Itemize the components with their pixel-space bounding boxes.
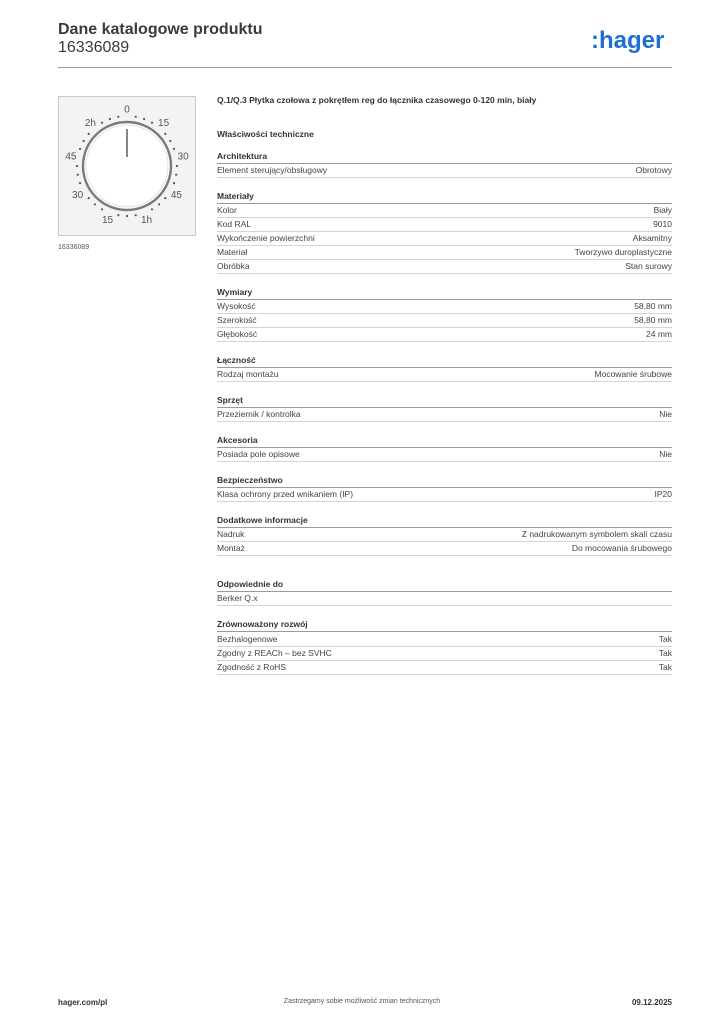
row-value: 58,80 mm: [634, 301, 672, 311]
dial-label: 30: [177, 151, 189, 163]
dial-tick-dot: [173, 148, 175, 150]
row-value: Stan surowy: [625, 261, 672, 271]
spec-row: [217, 448, 672, 462]
dial-tick-dot: [135, 116, 137, 118]
dial-tick-dot: [164, 133, 166, 135]
row-label: Kod RAL: [217, 219, 252, 229]
logo-text: :hager: [591, 27, 665, 54]
row-label: Głębokość: [217, 329, 258, 339]
row-label: Materiał: [217, 247, 248, 257]
header-divider: [58, 67, 672, 68]
sustainability-section: [217, 618, 672, 675]
dial-tick-dot: [169, 140, 171, 142]
dial-tick-dot: [126, 215, 128, 217]
row-label: Zgodność z RoHS: [217, 662, 286, 672]
dial-tick-dot: [94, 203, 96, 205]
row-value: Z nadrukowanym symbolem skali czasu: [521, 529, 672, 539]
spec-section: [217, 514, 672, 556]
page-title: Dane katalogowe produktu: [58, 21, 263, 38]
dial-tick-dot: [173, 182, 175, 184]
dial-tick-dot: [151, 208, 153, 210]
row-value: Tak: [658, 662, 672, 672]
dial-tick-dot: [151, 122, 153, 124]
spec-section: [217, 434, 672, 462]
row-value: Nie: [659, 449, 672, 459]
section-title: Odpowiednie do: [217, 578, 672, 592]
row-label: Klasa ochrony przed wnikaniem (IP): [217, 489, 354, 499]
row-value: Tak: [658, 634, 672, 644]
row-label: Zgodny z REACh – bez SVHC: [217, 648, 332, 658]
spec-content: [217, 94, 672, 687]
dial-tick-dot: [101, 122, 103, 124]
spec-row: [217, 218, 672, 232]
dial-tick-dot: [88, 197, 90, 199]
product-image: [58, 96, 196, 236]
tech-properties-heading: Właściwości techniczne: [217, 129, 314, 139]
spec-row: [217, 314, 672, 328]
row-label: Bezhalogenowe: [217, 634, 278, 644]
dial-label: 45: [65, 151, 77, 163]
dial-tick-dot: [79, 182, 81, 184]
dial-label: 15: [158, 117, 170, 129]
dial-tick-dot: [164, 197, 166, 199]
row-value: Tak: [658, 648, 672, 658]
timer-dial-image: [59, 97, 195, 235]
row-value: Biały: [653, 205, 672, 215]
dial-tick-dot: [79, 148, 81, 150]
dial-tick-dot: [88, 133, 90, 135]
row-label: Wykończenie powierzchni: [217, 233, 315, 243]
row-value: Mocowanie śrubowe: [594, 369, 672, 379]
suitable-section: [217, 578, 672, 606]
spec-row: [217, 204, 672, 218]
row-value: Aksamitny: [632, 233, 672, 243]
section-title: Łączność: [217, 354, 672, 368]
spec-row: [217, 408, 672, 422]
spec-section: [217, 394, 672, 422]
dial-tick-dot: [143, 118, 145, 120]
dial-tick-dot: [158, 203, 160, 205]
hager-logo: [591, 26, 675, 56]
spec-section: [217, 150, 672, 178]
row-label: Przeziernik / kontrolka: [217, 409, 301, 419]
row-value: 58,80 mm: [634, 315, 672, 325]
row-value: Do mocowania śrubowego: [571, 543, 672, 553]
spec-row: [217, 528, 672, 542]
row-label: Berker Q.x: [217, 593, 258, 603]
spec-row: [217, 164, 672, 178]
row-label: Kolor: [217, 205, 237, 215]
row-value: IP20: [654, 489, 672, 499]
product-image-caption: 16336089: [58, 244, 90, 251]
dial-tick-dot: [117, 214, 119, 216]
spec-row: [217, 542, 672, 556]
dial-tick-dot: [117, 116, 119, 118]
spec-row: [217, 300, 672, 314]
dial-label: 30: [72, 190, 84, 201]
spec-row: [217, 488, 672, 502]
row-label: Montaż: [217, 543, 245, 553]
section-title: Materiały: [217, 190, 672, 204]
section-title: Akcesoria: [217, 434, 672, 448]
spec-row: [217, 328, 672, 342]
dial-tick-dot: [109, 118, 111, 120]
dial-tick-dot: [176, 165, 178, 167]
product-code: 16336089: [58, 39, 130, 56]
spec-section: [217, 474, 672, 502]
dial-tick-dot: [101, 208, 103, 210]
dial-label: 2h: [84, 117, 96, 129]
row-label: Szerokość: [217, 315, 257, 325]
row-label: Obróbka: [217, 261, 250, 271]
dial-label: 15: [101, 215, 114, 227]
dial-tick-dot: [83, 140, 85, 142]
sustainability-row: [217, 647, 672, 661]
sustainability-row: [217, 633, 672, 647]
footer-website: hager.com/pl: [58, 998, 108, 1007]
footer-disclaimer: Zastrzegamy sobie możliwość zmian technicznych: [283, 998, 441, 1005]
spec-section: [217, 354, 672, 382]
spec-section: [217, 190, 672, 274]
row-value: Nie: [659, 409, 672, 419]
row-value: 9010: [653, 219, 672, 229]
spec-section: [217, 286, 672, 342]
row-value: Obrotowy: [635, 165, 672, 175]
spec-row: [217, 246, 672, 260]
dial-tick-dot: [135, 214, 137, 216]
spec-row: [217, 232, 672, 246]
section-title: Wymiary: [217, 286, 672, 300]
dial-label: 45: [170, 190, 182, 201]
row-label: Rodzaj montażu: [217, 369, 279, 379]
sustainability-row: [217, 661, 672, 675]
row-label: Nadruk: [217, 529, 245, 539]
row-label: Wysokość: [217, 301, 256, 311]
section-title: Bezpieczeństwo: [217, 474, 672, 488]
row-label: Element sterujący/obsługowy: [217, 165, 328, 175]
row-value: 24 mm: [646, 329, 672, 339]
spec-row: [217, 368, 672, 382]
dial-label: 0: [124, 104, 130, 116]
spec-sections: [217, 150, 672, 556]
row-label: Posiada pole opisowe: [217, 449, 300, 459]
product-title: Q.1/Q.3 Płytka czołowa z pokrętłem reg do łącznika czasowego 0-120 min, biały: [217, 95, 537, 105]
spec-row: [217, 260, 672, 274]
section-title: Architektura: [217, 150, 672, 164]
footer-date: 09.12.2025: [631, 998, 672, 1007]
dial-tick-dot: [76, 165, 78, 167]
dial-tick-dot: [175, 174, 177, 176]
suitable-row: [217, 592, 672, 606]
section-title: Dodatkowe informacje: [217, 514, 672, 528]
section-title: Zrównoważony rozwój: [217, 618, 672, 632]
row-value: Tworzywo duroplastyczne: [574, 247, 672, 257]
dial-label: 1h: [140, 215, 153, 227]
dial-tick-dot: [77, 174, 79, 176]
section-title: Sprzęt: [217, 394, 672, 408]
